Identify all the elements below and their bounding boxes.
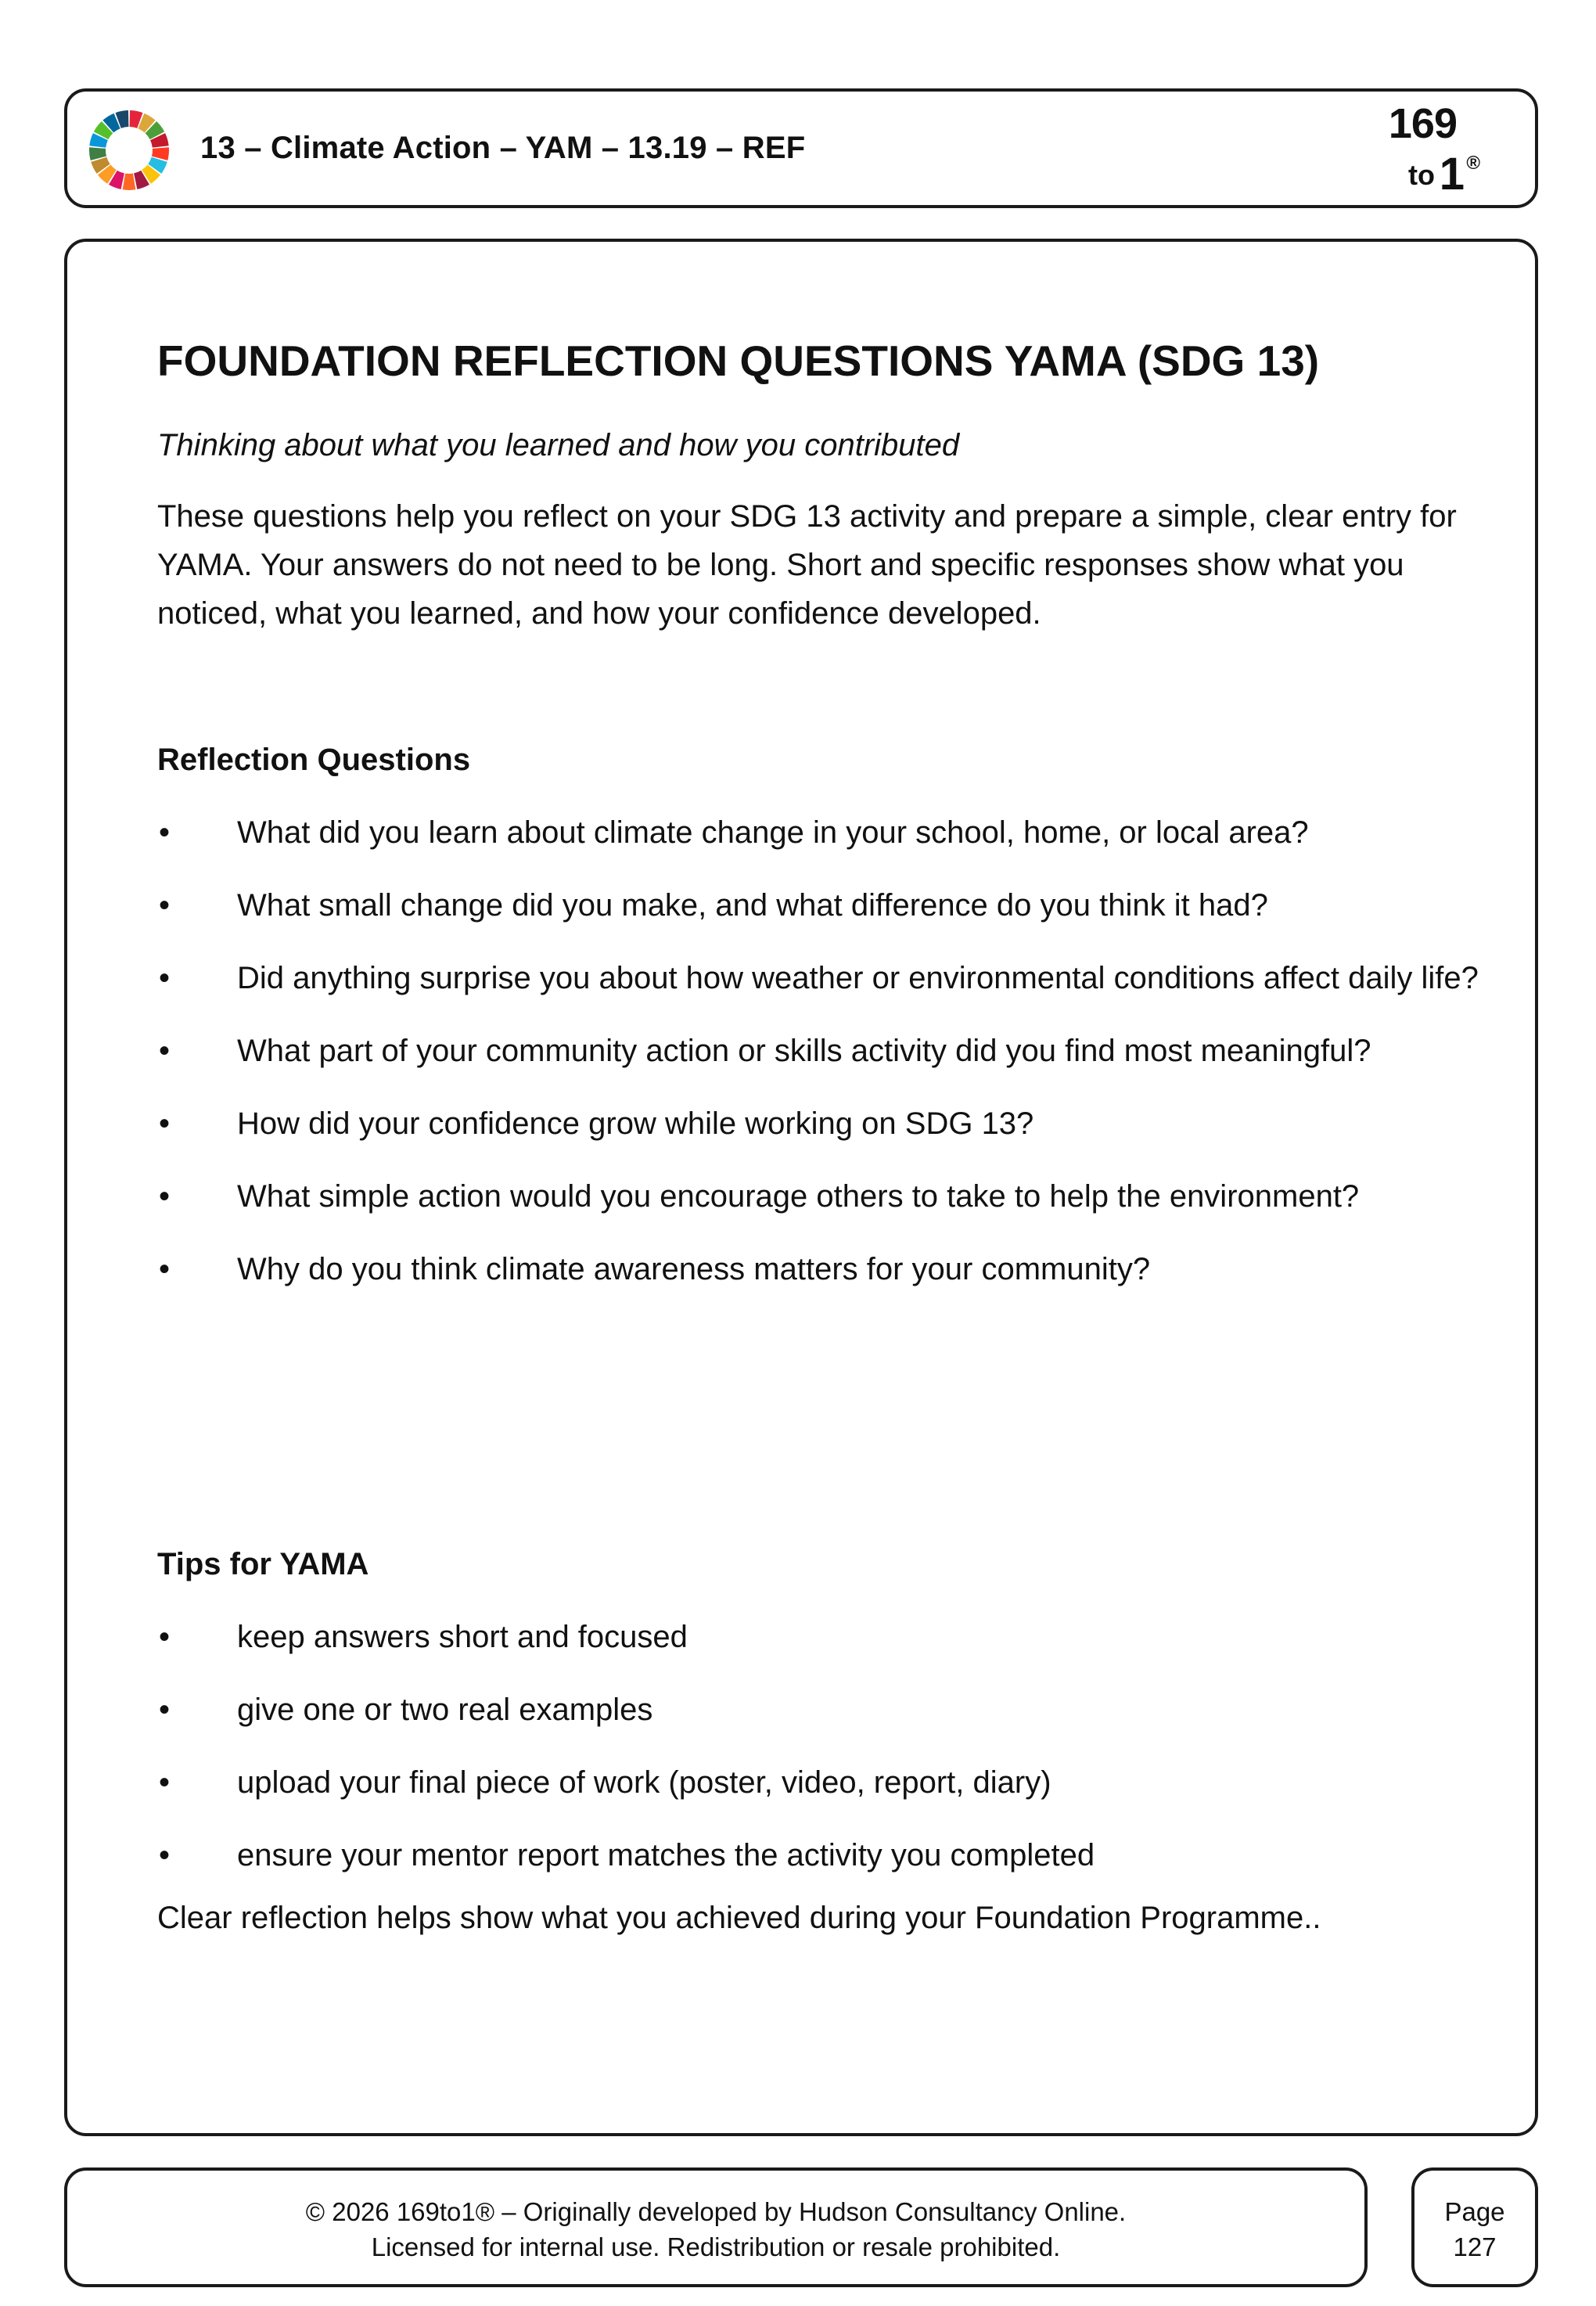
content-panel — [64, 239, 1538, 2136]
brand-registered-mark: ® — [1466, 153, 1480, 174]
tip-item — [157, 1831, 1487, 1880]
question-text: Did anything surprise you about how weather or environmental conditions affect daily life? — [237, 961, 1479, 995]
sdg-wheel-segment — [123, 174, 136, 190]
question-text: What part of your community action or skills activity did you find most meaningful? — [237, 1034, 1371, 1068]
page-label: Page — [1444, 2197, 1505, 2226]
bullet-icon: • — [159, 1252, 171, 1286]
question-item — [157, 1245, 1487, 1293]
question-item — [157, 1099, 1487, 1148]
bullet-icon: • — [159, 1106, 171, 1141]
bullet-icon: • — [159, 1765, 171, 1800]
question-item — [157, 1027, 1487, 1075]
sdg-wheel-logo — [88, 109, 171, 192]
question-item — [157, 881, 1487, 930]
closing-statement: Clear reflection helps show what you achieved during your Foundation Programme.. — [157, 1901, 1321, 1935]
tip-text: give one or two real examples — [237, 1693, 653, 1727]
bullet-icon: • — [159, 961, 171, 995]
header-title: 13 – Climate Action – YAM – 13.19 – REF — [200, 131, 806, 165]
page-indicator — [1414, 2194, 1535, 2265]
bullet-icon: • — [159, 1838, 171, 1873]
bullet-icon: • — [159, 815, 171, 850]
page-number: 127 — [1453, 2232, 1497, 2261]
question-text: What small change did you make, and what difference do you think it had? — [237, 888, 1268, 923]
reflection-questions-list — [157, 808, 1487, 1318]
footer-text — [67, 2194, 1364, 2265]
tip-item — [157, 1613, 1487, 1661]
brand-one: 1 — [1439, 149, 1465, 200]
bullet-icon: • — [159, 1620, 171, 1654]
question-text: Why do you think climate awareness matters for your community? — [237, 1252, 1151, 1286]
tips-list — [157, 1613, 1487, 1904]
question-text: What simple action would you encourage others to take to help the environment? — [237, 1179, 1360, 1214]
brand-to: to — [1408, 159, 1435, 191]
page-subtitle: Thinking about what you learned and how you contributed — [157, 428, 960, 462]
question-item — [157, 1172, 1487, 1221]
header-bar — [64, 88, 1538, 208]
tip-item — [157, 1758, 1487, 1807]
bullet-icon: • — [159, 888, 171, 923]
intro-paragraph: These questions help you reflect on your SDG 13 activity and prepare a simple, clear entry for YAMA. Your answers do not need to be long. Short and specific responses show what you noticed, what you learned, and how your confidence developed. — [157, 499, 1457, 631]
page-number-box — [1411, 2167, 1538, 2287]
page-title: FOUNDATION REFLECTION QUESTIONS YAMA (SDG 13) — [157, 336, 1320, 385]
question-item — [157, 954, 1487, 1002]
tip-item — [157, 1685, 1487, 1734]
bullet-icon: • — [159, 1179, 171, 1214]
bullet-icon: • — [159, 1693, 171, 1727]
tip-text: upload your final piece of work (poster, video, report, diary) — [237, 1765, 1051, 1800]
question-item — [157, 808, 1487, 857]
tip-text: ensure your mentor report matches the activity you completed — [237, 1838, 1095, 1873]
copyright-line: © 2026 169to1® – Originally developed by Hudson Consultancy Online. — [305, 2197, 1127, 2226]
question-text: What did you learn about climate change in your school, home, or local area? — [237, 815, 1309, 850]
question-text: How did your confidence grow while working on SDG 13? — [237, 1106, 1034, 1141]
brand-number: 169 — [1388, 100, 1457, 147]
license-line: Licensed for internal use. Redistribution or resale prohibited. — [371, 2232, 1061, 2261]
tip-text: keep answers short and focused — [237, 1620, 688, 1654]
tips-heading: Tips for YAMA — [157, 1547, 369, 1581]
brand-logo — [1363, 92, 1480, 205]
footer-copyright — [64, 2167, 1368, 2287]
reflection-questions-heading: Reflection Questions — [157, 743, 471, 777]
bullet-icon: • — [159, 1034, 171, 1068]
